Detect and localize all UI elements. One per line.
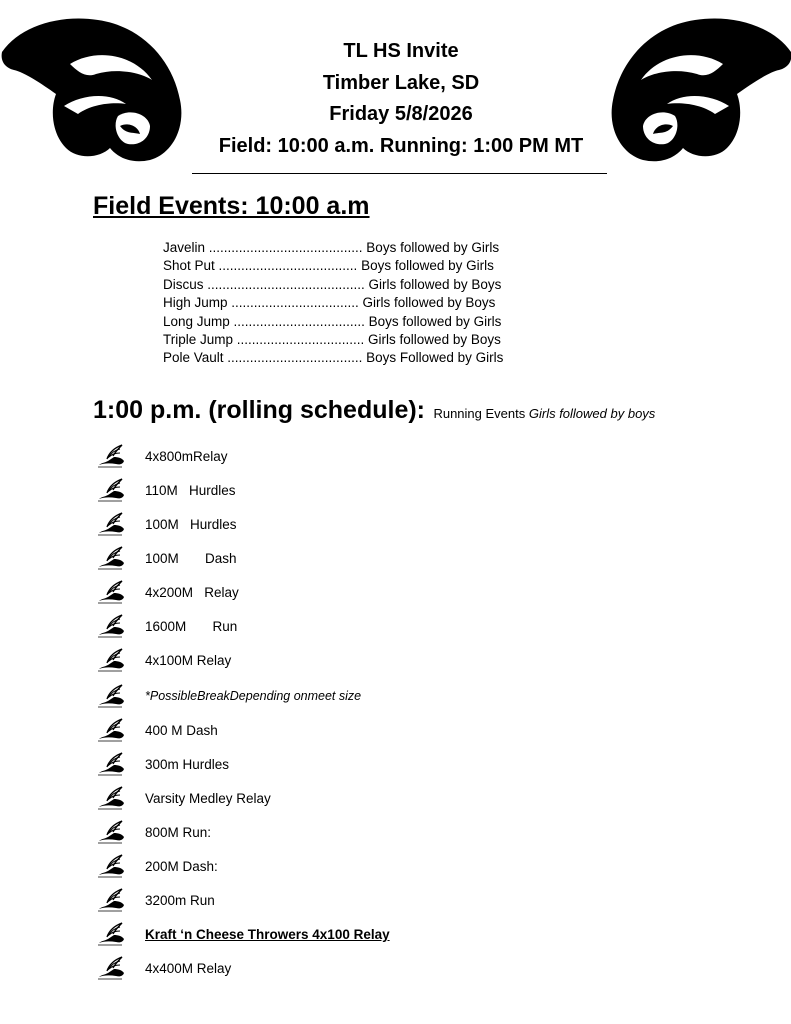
winged-shoe-icon bbox=[96, 443, 126, 469]
winged-shoe-icon bbox=[96, 819, 126, 845]
field-events-list bbox=[163, 239, 503, 368]
header-divider bbox=[192, 173, 607, 174]
running-event-label: 110M Hurdles bbox=[145, 483, 236, 498]
running-event-label: Varsity Medley Relay bbox=[145, 791, 271, 806]
running-events-note-order: Girls followed by boys bbox=[528, 406, 656, 421]
running-events-title: 1:00 p.m. (rolling schedule): bbox=[93, 396, 425, 424]
running-event-label: 4x800mRelay bbox=[145, 449, 228, 464]
running-events-note bbox=[433, 406, 655, 421]
running-events-note-prefix: Running Events bbox=[433, 406, 529, 421]
panther-head-icon bbox=[0, 8, 190, 168]
running-events-heading bbox=[93, 392, 655, 428]
running-event-label: Kraft ‘n Cheese Throwers 4x100 Relay bbox=[145, 927, 390, 942]
meet-date: Friday 5/8/2026 bbox=[329, 103, 473, 125]
winged-shoe-icon bbox=[96, 785, 126, 811]
running-event-label: 200M Dash: bbox=[145, 859, 218, 874]
winged-shoe-icon bbox=[96, 955, 126, 981]
running-event-label: 400 M Dash bbox=[145, 723, 218, 738]
field-event-row: Pole Vault .................................... Boys Followed by Girls bbox=[163, 350, 504, 366]
winged-shoe-icon bbox=[96, 511, 126, 537]
field-event-row: Long Jump ................................... Boys followed by Girls bbox=[163, 313, 502, 329]
winged-shoe-icon bbox=[96, 683, 126, 709]
panther-head-icon bbox=[603, 8, 791, 168]
running-event-label: 100M Dash bbox=[145, 551, 237, 566]
winged-shoe-icon bbox=[96, 921, 126, 947]
field-event-row: Discus .......................................... Girls followed by Boys bbox=[163, 276, 502, 292]
running-event-label: 4x400M Relay bbox=[145, 961, 232, 976]
running-event-label: 300m Hurdles bbox=[145, 757, 230, 772]
winged-shoe-icon bbox=[96, 853, 126, 879]
winged-shoe-icon bbox=[96, 887, 126, 913]
running-event-label: 4x200M Relay bbox=[145, 585, 239, 600]
winged-shoe-icon bbox=[96, 647, 126, 673]
document-header bbox=[195, 36, 607, 162]
meet-start-times: Field: 10:00 a.m. Running: 1:00 PM MT bbox=[218, 134, 584, 157]
winged-shoe-icon bbox=[96, 579, 126, 605]
winged-shoe-icon bbox=[96, 613, 126, 639]
running-event-label: *PossibleBreakDepending onmeet size bbox=[145, 689, 362, 703]
running-event-label: 800M Run: bbox=[145, 825, 212, 840]
winged-shoe-icon bbox=[96, 477, 126, 503]
winged-shoe-icon bbox=[96, 717, 126, 743]
running-event-label: 1600M Run bbox=[145, 619, 238, 634]
running-event-label: 3200m Run bbox=[145, 893, 215, 908]
meet-title: TL HS Invite bbox=[343, 40, 459, 62]
winged-shoe-icon bbox=[96, 751, 126, 777]
running-event-label: 4x100M Relay bbox=[145, 653, 232, 668]
field-event-row: Triple Jump .................................. Girls followed by Boys bbox=[163, 332, 501, 348]
field-event-row: Shot Put ..................................... Boys followed by Girls bbox=[163, 258, 494, 274]
meet-location: Timber Lake, SD bbox=[322, 71, 480, 94]
field-event-row: High Jump .................................. Girls followed by Boys bbox=[163, 295, 496, 311]
running-event-label: 100M Hurdles bbox=[145, 517, 237, 532]
field-events-title: Field Events: 10:00 a.m bbox=[93, 192, 370, 220]
winged-shoe-icon bbox=[96, 545, 126, 571]
field-event-row: Javelin ......................................... Boys followed by Girls bbox=[163, 240, 500, 255]
